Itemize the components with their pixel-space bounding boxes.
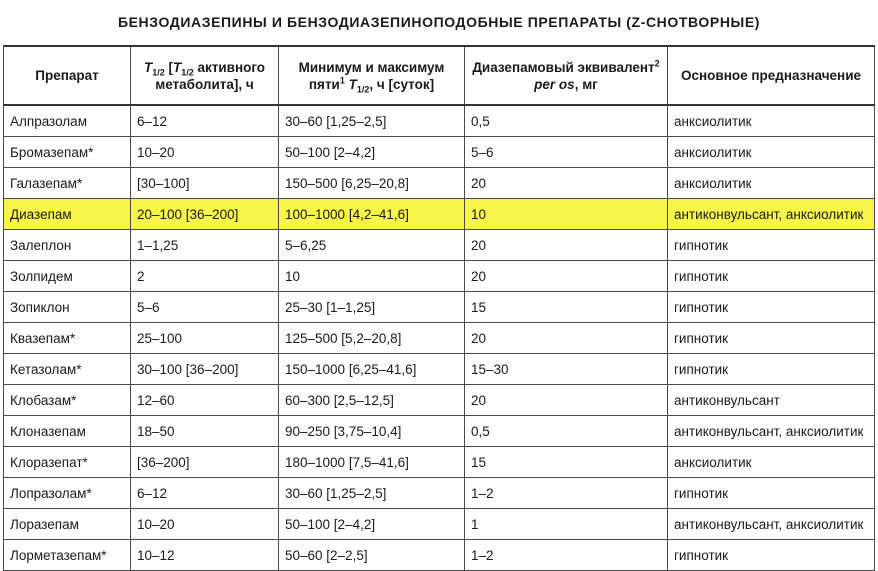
cell-equivalent: 5–6: [465, 137, 668, 168]
cell-drug: Диазепам: [4, 199, 131, 230]
cell-drug: Кетазолам*: [4, 354, 131, 385]
cell-purpose: анксиолитик: [668, 168, 875, 199]
header-half-life-sub2: 1/2: [181, 67, 194, 78]
cell-half-life: 2: [131, 261, 279, 292]
table-row: [4, 323, 875, 354]
header-min-max-sup: 1: [339, 75, 345, 85]
cell-drug: Лопразолам*: [4, 478, 131, 509]
cell-half-life: 25–100: [131, 323, 279, 354]
cell-half-life: [30–100]: [131, 168, 279, 199]
cell-equivalent: 1–2: [465, 478, 668, 509]
cell-min-max: 150–1000 [6,25–41,6]: [279, 354, 465, 385]
cell-equivalent: 20: [465, 323, 668, 354]
cell-min-max: 30–60 [1,25–2,5]: [279, 478, 465, 509]
header-equivalent-pre: Диазепамовый эквивалент: [472, 59, 655, 75]
header-half-life-t2: T: [172, 59, 182, 75]
cell-equivalent: 15–30: [465, 354, 668, 385]
cell-half-life: 6–12: [131, 105, 279, 137]
cell-equivalent: 15: [465, 292, 668, 323]
table-row: [4, 105, 875, 137]
cell-purpose: гипнотик: [668, 230, 875, 261]
cell-equivalent: 15: [465, 447, 668, 478]
benzodiazepine-table: [3, 45, 875, 571]
table-row: [4, 230, 875, 261]
cell-half-life: 1–1,25: [131, 230, 279, 261]
table-row: [4, 416, 875, 447]
cell-purpose: анксиолитик: [668, 137, 875, 168]
cell-drug: Зопиклон: [4, 292, 131, 323]
cell-min-max: 125–500 [5,2–20,8]: [279, 323, 465, 354]
table-row: [4, 478, 875, 509]
cell-half-life: 10–20: [131, 137, 279, 168]
cell-min-max: 25–30 [1–1,25]: [279, 292, 465, 323]
header-min-max-rest: , ч [суток]: [369, 76, 435, 92]
table-row: [4, 447, 875, 478]
header-row: [4, 46, 875, 105]
header-half-life-mid: [: [164, 59, 173, 75]
cell-purpose: анксиолитик: [668, 447, 875, 478]
header-min-max-sub: 1/2: [356, 84, 370, 95]
table-row: [4, 509, 875, 540]
cell-purpose: гипнотик: [668, 323, 875, 354]
cell-drug: Золпидем: [4, 261, 131, 292]
cell-purpose: анксиолитик: [668, 105, 875, 137]
cell-min-max: 10: [279, 261, 465, 292]
header-half-life-rest: активного метаболита], ч: [155, 59, 266, 92]
cell-min-max: 60–300 [2,5–12,5]: [279, 385, 465, 416]
cell-drug: Квазепам*: [4, 323, 131, 354]
header-min-max: [279, 46, 465, 105]
table-row: [4, 137, 875, 168]
cell-drug: Лорметазепам*: [4, 540, 131, 571]
header-min-max-t: T: [344, 76, 357, 92]
cell-drug: Галазепам*: [4, 168, 131, 199]
cell-equivalent: 0,5: [465, 416, 668, 447]
table-title: БЕНЗОДИАЗЕПИНЫ И БЕНЗОДИАЗЕПИНОПОДОБНЫЕ ПРЕПАРАТЫ (Z-СНОТВОРНЫЕ): [117, 14, 761, 30]
cell-min-max: 180–1000 [7,5–41,6]: [279, 447, 465, 478]
cell-equivalent: 20: [465, 385, 668, 416]
cell-purpose: гипнотик: [668, 478, 875, 509]
cell-min-max: 150–500 [6,25–20,8]: [279, 168, 465, 199]
header-equivalent: [465, 46, 668, 105]
cell-drug: Бромазепам*: [4, 137, 131, 168]
table-row: [4, 354, 875, 385]
cell-min-max: 5–6,25: [279, 230, 465, 261]
header-min-max-pre: Минимум и максимум пяти: [298, 59, 445, 92]
table-row: [4, 168, 875, 199]
cell-half-life: 5–6: [131, 292, 279, 323]
cell-half-life: 12–60: [131, 385, 279, 416]
cell-min-max: 50–100 [2–4,2]: [279, 137, 465, 168]
table-row: [4, 292, 875, 323]
header-half-life: [131, 46, 279, 105]
cell-drug: Клоразепат*: [4, 447, 131, 478]
cell-purpose: антиконвульсант, анксиолитик: [668, 416, 875, 447]
cell-half-life: 10–20: [131, 509, 279, 540]
header-half-life-t: T: [143, 59, 153, 75]
cell-half-life: 18–50: [131, 416, 279, 447]
cell-half-life: [36–200]: [131, 447, 279, 478]
cell-half-life: 6–12: [131, 478, 279, 509]
cell-half-life: 30–100 [36–200]: [131, 354, 279, 385]
cell-equivalent: 20: [465, 230, 668, 261]
cell-purpose: антиконвульсант, анксиолитик: [668, 509, 875, 540]
cell-half-life: 20–100 [36–200]: [131, 199, 279, 230]
cell-drug: Клоназепам: [4, 416, 131, 447]
cell-purpose: гипнотик: [668, 354, 875, 385]
table-row: [4, 540, 875, 571]
cell-drug: Клобазам*: [4, 385, 131, 416]
header-drug: Препарат: [4, 46, 131, 105]
cell-min-max: 100–1000 [4,2–41,6]: [279, 199, 465, 230]
cell-equivalent: 0,5: [465, 105, 668, 137]
table-row: [4, 385, 875, 416]
cell-equivalent: 1: [465, 509, 668, 540]
cell-purpose: гипнотик: [668, 540, 875, 571]
cell-purpose: антиконвульсант, анксиолитик: [668, 199, 875, 230]
cell-min-max: 90–250 [3,75–10,4]: [279, 416, 465, 447]
cell-drug: Залеплон: [4, 230, 131, 261]
cell-drug: Алпразолам: [4, 105, 131, 137]
cell-purpose: антиконвульсант: [668, 385, 875, 416]
header-equivalent-rest: , мг: [574, 76, 598, 92]
table-row-highlighted: [4, 199, 875, 230]
header-equivalent-sup: 2: [654, 58, 660, 68]
cell-equivalent: 20: [465, 261, 668, 292]
header-equivalent-italic: per os: [534, 76, 575, 92]
cell-min-max: 30–60 [1,25–2,5]: [279, 105, 465, 137]
cell-equivalent: 1–2: [465, 540, 668, 571]
cell-drug: Лоразепам: [4, 509, 131, 540]
cell-min-max: 50–60 [2–2,5]: [279, 540, 465, 571]
header-half-life-sub: 1/2: [152, 67, 165, 78]
cell-purpose: гипнотик: [668, 292, 875, 323]
cell-equivalent: 10: [465, 199, 668, 230]
cell-purpose: гипнотик: [668, 261, 875, 292]
cell-equivalent: 20: [465, 168, 668, 199]
cell-min-max: 50–100 [2–4,2]: [279, 509, 465, 540]
header-purpose: Основное предназначение: [668, 46, 875, 105]
table-row: [4, 261, 875, 292]
cell-half-life: 10–12: [131, 540, 279, 571]
